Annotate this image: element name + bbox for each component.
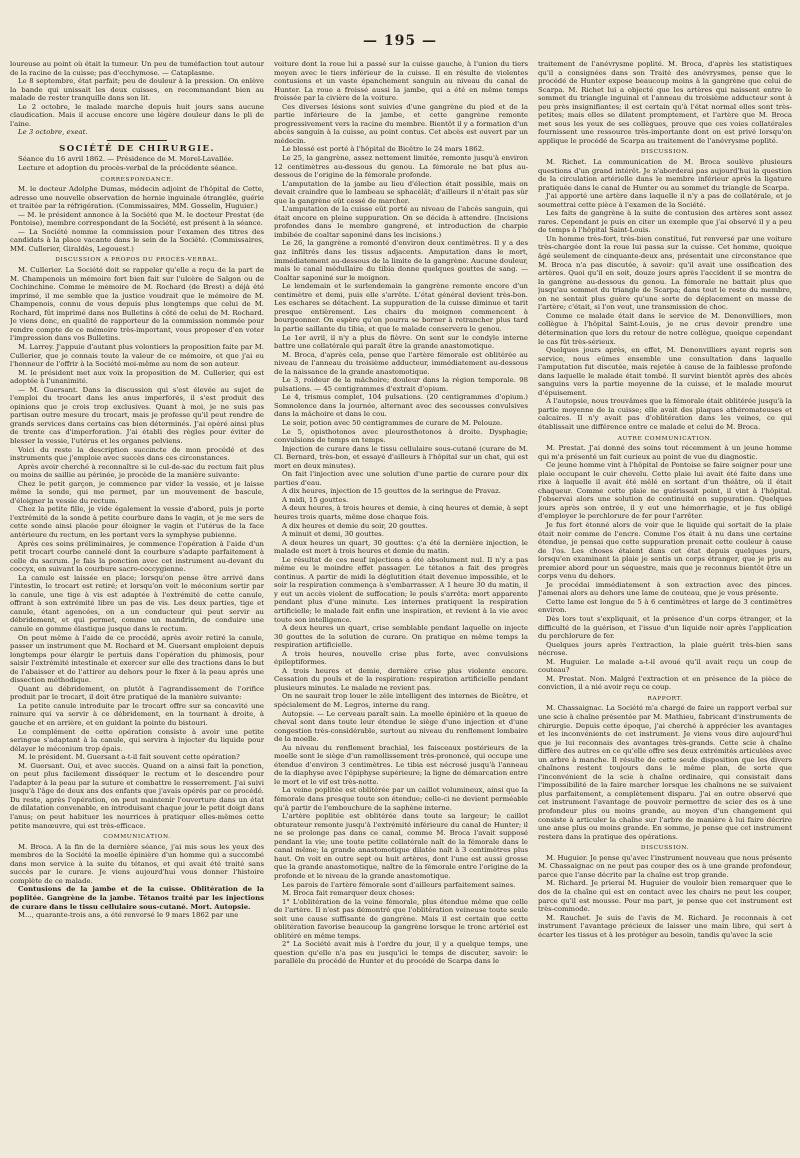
paragraph: Chez la petite fille, je vide également la vessie d'abord, puis je porte l'extrémité de la sonde à petite courbure dans le vagin, et je me sers de cette sonde ainsi placée pour éloigner le vagin et l'utérus de la face antérieure du rectum, en les portant vers la symphyse pubienne. xyxy=(10,505,264,539)
paragraph: La petite canule introduite par le trocart offre sur sa concavité une rainure qui va servir à ce débridement, en la tournant à droite, à gauche et en arrière, et en guidant la pointe du bistouri. xyxy=(10,701,264,728)
paragraph: M. Larrey. J'appuie d'autant plus volontiers la proposition faite par M. Cullerier, que je connais toute la valeur de ce mémoire, et que j'ai eu l'honneur de l'offrir à la Société moi-même au nom de son auteur. xyxy=(10,342,264,369)
paragraph: M. le président met aux voix la proposition de M. Cullerier, qui est adoptée à l'unanimité. xyxy=(10,368,264,386)
paragraph: A dix heures, injection de 15 gouttes de la seringue de Pravaz. xyxy=(282,487,501,496)
paragraph: Le résultat de ces neuf injections a été absolument nul. Il n'y a pas même eu le moindre effet passager. Le tétanos a fait des progrès continus. A partir de midi la déglutition était devenue impossible, et le soir la respiration commença à s'embarrasser. A 1 heure 30 du matin, il y eut un accès violent de suffocation; le pouls s'arrêta: mort apparente pendant plus d'une minute. Les internes pratiquent la respiration artificielle; le malade fait enfin une inspiration, et revient à la vie avec toute son intelligence. xyxy=(274,555,528,624)
paragraph: Comme ce malade était dans le service de M. Denonvilliers, mon collègue à l'hôpital Saint-Louis, je ne crus devoir prendre une détermination que lors du retour de notre collègue, quoique cependant le cas fût très-sérieux. xyxy=(538,311,792,346)
paragraph: L'artère poplitée est oblitérée dans toute sa largeur; le caillot obturateur remonte jusqu'à l'extrémité inférieure du canal de Hunter; il ne se prolonge pas dans ce canal, comme M. Broca l'avait supposé pendant la vie; une toute petite collatérale naît de la fémorale dans le canal même; la grande anastomotique dilatée naît à 3 centimètres plus haut. On voit en outre sept ou huit artères, dont l'une est aussi grosse que la grande anastomotique, naître de la fémorale entre l'origine de la profonde et le niveau de la grande anastomotique. xyxy=(274,812,528,880)
paragraph: Ces diverses lésions sont suivies d'une gangrène du pied et de la partie inférieure de la jambe, et cette gangrène remonte progressivement vers la racine du membre. Bientôt il y a formation d'un abcès sanguin à la cuisse, au point contus. Cet abcès est ouvert par un médecin. xyxy=(274,102,528,145)
paragraph: Quant au débridement, on plutôt à l'agrandissement de l'orifice produit par le trocart, il doit être pratiqué de la manière suivante: xyxy=(10,684,264,702)
paragraph: M. Richard. Je prierai M. Huguier de vouloir bien remarquer que le dos de la chaîne qui est en contact avec les chairs ne peut les couper, parce qu'il est mousse. Pour ma part, je pense que cet instrument est très-commode. xyxy=(538,879,792,914)
paragraph: — M. le président annonce à la Société que M. le docteur Prestat (de Pontoise), membre correspondant de la Société, est présent à la séance. xyxy=(10,210,264,228)
subsection-heading: AUTRE COMMUNICATION. xyxy=(617,435,713,442)
subsection-heading: DISCUSSION A PROPOS DU PROCÈS-VERBAL. xyxy=(55,257,219,264)
paragraph: 2° La Société avait mis à l'ordre du jour, il y a quelque temps, une question qu'elle n'a pas eu jusqu'ici le temps de discuter, savoir: le parallèle du procédé de Hunter et du procédé de Scarpa dans le xyxy=(274,940,528,966)
paragraph: Je procédai immédiatement à son extraction avec des pinces. J'amenai alors au dehors une lame de couteau, que je vous présente. xyxy=(538,580,792,598)
subsection-heading: CORRESPONDANCE. xyxy=(100,176,174,183)
paragraph: M. Rauchet. Je suis de l'avis de M. Richard. Je reconnais à cet instrument l'avantage précieux de laisser une main libre, qui sert à écarter les tissus et à les protéger au besoin, tandis qu'avec la scie xyxy=(538,913,792,939)
paragraph: — La Société nomme la commission pour l'examen des titres des candidats à la place vacante dans le sein de la Société. (Commissaires, MM. Cullerier, Giraldès, Legouest.) xyxy=(10,227,264,253)
paragraph: Quelques jours après, en effet, M. Denonvilliers ayant repris son service, nous eûmes ensemble une consultation dans laquelle l'amputation fut discutée, mais rejetée à cause de la faiblesse profonde dans laquelle le malade était tombé. Il survint bientôt après des abcès sanguins vers la partie moyenne de la cuisse, et le malade mourut d'épuisement. xyxy=(538,346,792,397)
paragraph: A deux heures, à trois heures et demie, à cinq heures et demie, à sept heures trois quarts, même dose chaque fois. xyxy=(274,504,528,521)
paragraph: Après avoir cherché à reconnaître si le cul-de-sac du rectum fait plus ou moins de saillie au périnée, je procède de la manière suivante: xyxy=(10,462,264,480)
paragraph: A trois heures, nouvelle crise plus forte, avec convulsions épileptiformes. xyxy=(274,649,528,667)
paragraph: loureuse au point où était la tumeur. Un peu de tuméfaction tout autour de la racine de la cuisse; pas d'ecchymose. — Cataplasme. xyxy=(10,60,264,77)
column-3 xyxy=(538,60,792,1150)
paragraph: Le 8 septembre, état parfait; peu de douleur à la pression. On enlève la bande qui unissait les deux cuisses, en recommandant bien au malade de rester tranquille dans son lit. xyxy=(10,77,264,103)
paragraph: M. Cullerier. La Société doit se rappeler qu'elle a reçu de la part de M. Champenois un mémoire fort bien fait sur l'ulcère de Saïgon ou de Cochinchine. Comme le mémoire de M. Rochard (de Brest) a déjà été imprimé, il me semble que la justice voudrait que le mémoire de M. Champenois, connu de vous depuis plus longtemps que celui de M. Rochard, fût imprimé dans nos Bulletins à côté de celui de M. Rochard. Je viens donc, en qualité de rapporteur de la commission nommée pour rendre compte de ce mémoire très-important, vous proposer d'en voter l'impression dans vos Bulletins. xyxy=(10,266,264,343)
paragraph: L'amputation de la cuisse eût porté au niveau de l'abcès sanguin, qui était encore en pleine suppuration. On se décida à attendre. (Incisions profondes dans le membre gangrené, et introduction de charpie imbibée de coaltar saponiné dans les incisions.) xyxy=(274,205,528,239)
paragraph: Le 26, la gangrène a remonté d'environ deux centimètres. Il y a des gaz infiltrés dans les tissus adjacents. Amputation dans le mort, immédiatement au-dessous de la limite de la gangrène. Aucune douleur, mais le canal médullaire du tibia donne quelques gouttes de sang. — Coaltar saponiné sur le moignon. xyxy=(274,239,528,282)
divider xyxy=(107,140,167,141)
paragraph: L'amputation de la jambe au lieu d'élection était possible, mais on devait craindre que le lambeau se sphacélât; d'ailleurs il n'était pas sûr que la gangrène eût cessé de marcher. xyxy=(274,179,528,205)
paragraph: La veine poplitée est oblitérée par un caillot volumineux, ainsi que la fémorale dans presque toute son étendue; celle-ci ne devient perméable qu'à partir de l'embouchure de la saphène interne. xyxy=(274,786,528,812)
session-line: Séance du 16 avril 1862. — Présidence de M. Morel-Lavallée. xyxy=(18,155,234,164)
paragraph: On ne saurait trop louer le zèle intelligent des internes de Bicêtre, et spécialement de M. Legros, interne du rang. xyxy=(274,692,528,710)
paragraph: M. Richet. La communication de M. Broca soulève plusieurs questions d'un grand intérêt. Je n'aborderai pas aujourd'hui la question de la circulation artérielle dans le membre inférieur après la ligature pratiquée dans le canal de Hunter ou au sommet du triangle de Scarpa. xyxy=(538,158,792,192)
subsection-heading: COMMUNICATION. xyxy=(103,834,171,841)
paragraph: M. le docteur Adolphe Dumas, médecin adjoint de l'hôpital de Cette, adresse une nouvelle observation de hernie inguinale étranglée, guérie et traitée par la réfrigération. (Commissaires, MM. Gosselin, Huguier.) xyxy=(10,185,264,211)
paragraph: Le 1er avril, il n'y a plus de fièvre. On sent sur le condyle interne battre une collatérale qui paraît être la grande anastomotique. xyxy=(274,333,528,351)
paragraph: Injection de curare dans le tissu cellulaire sous-cutané (curare de M. Cl. Bernard, très-bon, et essayé d'ailleurs à l'hôpital sur un chat, qui est mort en deux minutes). xyxy=(274,444,528,470)
paragraph: M. Chassaignac. La Société m'a chargé de faire un rapport verbal sur une scie à chaîne présentée par M. Mathieu, fabricant d'instruments de chirurgie. Depuis cette époque, j'ai cherché à apprécier les avantages et les inconvénients de cet instrument. Je viens vous dire aujourd'hui que je lui reconnais des avantages très-grands. Cette scie à chaîne diffère des autres en ce qu'elle offre ses deux extrémités articulées avec un arbre à manche. Il résulte de cette seule disposition que les divers chaînons restent toujours dans le même plan, de sorte que l'inconvénient de la scie à chaîne ordinaire, qui consistait dans l'impossibilité de la faire marcher lorsque les chaînons ne se suivaient plus parfaitement, a complètement disparu. J'ai en outre observé que cet instrument l'avantage de pouvoir permettre de scier des os à une profondeur plus ou moins grande, au moyen d'un changement qui consiste à articuler la chaîne sur l'arbre de manière à lui faire décrire une anse plus ou moins grande. En somme, je pense que cet instrument restera dans la pratique des opérations. xyxy=(538,704,792,841)
paragraph: Un homme très-fort, très-bien constitué, fut renversé par une voiture très-chargée dont la roue lui passa sur la cuisse. Cet homme, quoique âgé seulement de cinquante-deux ans, présentait une circonstance que M. Broca n'a pas discutée, à savoir: qu'il avait une ossification des artères. Quoi qu'il en soit, douze jours après l'accident il se montra de la gangrène au-dessous du genou. La fémorale ne battait plus que jusqu'au sommet du triangle de Scarpa; dans tout le reste du membre, on ne sentait plus guère qu'une sorte de déplacement en masse de l'artère; c'était, si l'on veut, une transmission de choc. xyxy=(538,234,792,312)
paragraph: M. Broca, d'après cela, pense que l'artère fémorale est oblitérée au niveau de l'anneau du troisième adducteur, immédiatement au-dessous de la naissance de la grande anastomotique. xyxy=(274,350,528,376)
paragraph: M. le président. M. Guersant a-t-il fait souvent cette opération? xyxy=(18,753,240,762)
paragraph: Cette lame est longue de 5 à 6 centimètres et large de 3 centimètres environ. xyxy=(538,597,792,615)
paragraph: traitement de l'anévrysme poplité. M. Broca, d'après les statistiques qu'il a consignées dans son Traité des anévrysmes, pense que le procédé de Hunter expose beaucoup moins à la gangrène que celui de Scarpa. M. Richet lui a objecté que les artères qui naissent entre le sommet du triangle inguinal et l'anneau du troisième adducteur sont à peu près insignifiantes; il est certain qu'à l'état normal elles sont très-petites; mais elles se dilatent promptement, et l'artère que M. Broca met sous les yeux de ses collègues, prouve que ces voies collatérales fournissent une ressource très-importante dont on est privé lorsqu'on applique le procédé de Scarpa au traitement de l'anévrysme poplité. xyxy=(538,60,792,145)
paragraph: M..., quarante-trois ans, a été renversé le 9 mars 1862 par une xyxy=(18,911,239,920)
paragraph: Ce jeune homme vint à l'hôpital de Pontoise se faire soigner pour une plaie occupant le cuir chevelu. Cette plaie lui avait été faite dans une rixe à laquelle il avait été mêlé en sortant d'un théâtre, où il était chaqueur. Comme cette plaie ne guérissait point, il vint à l'hôpital. J'observai alors une solution de continuité en suppuration. Quelques jours après son entrée, il y eut une hémorrhagie, et je fus obligé d'employer le perchlorure de fer pour l'arrêter. xyxy=(538,461,792,521)
paragraph: Dès lors tout s'expliquait, et la présence d'un corps étranger, et la difficulté de la guérison, et l'issue d'un liquide noir après l'application du perchlorure de fer. xyxy=(538,615,792,641)
paragraph: voiture dont la roue lui a passé sur la cuisse gauche, à l'union du tiers moyen avec le tiers inférieur de la cuisse. Il en résulte de violentes contusions et un vaste épanchement sanguin au niveau du canal de Hunter. La roue a froissé aussi la jambe, qui a été en même temps froissée par la civière de la voiture. xyxy=(274,60,528,103)
paragraph: La canule est laissée en place; lorsqu'on pense être arrivé dans l'intestin, le trocart est retiré; et lorsqu'on voit le méconium sortir par la canule, une tige à vis est adaptée à l'extrémité de cette canule, offrant à son extrémité libre un pas de vis. Les deux parties, tige et canule, étant agencées, on a un conducteur qui peut servir au débridement, et qui permet, comme un mandrin, de conduire une canule en gomme élastique jusque dans le rectum. xyxy=(10,573,264,633)
paragraph: M. Huguier. Le malade a-t-il avoué qu'il avait reçu un coup de couteau? xyxy=(538,657,792,675)
paragraph: Chez le petit garçon, je commence par vider la vessie, et je laisse même la sonde, qui me permet, par un mouvement de bascule, d'éloigner la vessie du rectum. xyxy=(10,479,264,505)
paragraph: Le 3, roideur de la mâchoire; douleur dans la région temporale. 98 pulsations. — 45 centigrammes d'extrait d'opium. xyxy=(274,376,528,393)
paragraph: Au niveau du renflement brachial, les faisceaux postérieurs de la moelle sont le siège d'un ramollissement très-prononcé, qui occupe une étendue d'environ 3 centimètres. Le tibia est nécrosé jusqu'à l'anneau de la diaphyse avec l'épiphyse supérieure; la ligne de démarcation entre le mort et le vif est très-nette. xyxy=(274,743,528,786)
paragraph: M. Huguier. Je pense qu'avec l'instrument nouveau que nous présente M. Chassaignac on ne peut pas couper des os à une grande profondeur, parce que l'anse décrite par la chaîne est trop grande. xyxy=(538,853,792,879)
paragraph: A trois heures et demie, dernière crise plus violente encore. Cessation du pouls et de la respiration: respiration artificielle pendant plusieurs minutes. Le malade ne revient pas. xyxy=(274,666,528,692)
paragraph: — M. Guersant. Dans la discussion qui s'est élevée au sujet de l'emploi du trocart dans les anus imperforés, il s'est produit des opinions que je crois trop exclusives. Quant à moi, je ne suis pas partisan outre mesure du trocart, mais je professe qu'il peut rendre de grands services dans certains cas bien déterminés. J'ai opéré ainsi plus de trente cas d'imperforation. J'ai établi des règles pour éviter de blesser la vessie, l'utérus et les organes pelviens. xyxy=(10,385,264,445)
paragraph: A midi, 15 gouttes. xyxy=(282,495,349,504)
paragraph: Le 25, la gangrène, assez nettement limitée, remonte jusqu'à environ 12 centimètres au-dessous du genou. La fémorale ne bat plus au-dessous de l'origine de la fémorale profonde. xyxy=(274,154,528,180)
paragraph: Les parois de l'artère fémorale sont d'ailleurs parfaitement saines. xyxy=(282,880,516,889)
paragraph: Je fus fort étonné alors de voir que le liquide qui sortait de la plaie était noir comme de l'encre. Comme l'os était à nu dans une certaine étendue, je pensai que cette suppuration prenait cette couleur à cause de l'os. Les choses étaient dans cet état depuis quelques jours, lorsqu'en examinant la plaie je sentis un corps étranger, que je pris au premier abord pour un séquestre, mais que je reconnus bientôt être un corps venu du dehors. xyxy=(538,520,792,581)
section-title: SOCIÉTÉ DE CHIRURGIE. xyxy=(59,143,215,154)
paragraph: M. Prestat. Non. Malgré l'extraction et en présence de la pièce de conviction, il a nié avoir reçu ce coup. xyxy=(538,674,792,692)
paragraph: Les faits de gangrène à la suite de contusion des artères sont assez rares. Cependant je puis en citer un exemple que j'ai observé il y a peu de temps à l'hôpital Saint-Louis. xyxy=(538,209,792,235)
paragraph: A deux heures un quart, crise semblable pendant laquelle on injecte 30 gouttes de la solution de curare. On pratique en même temps la respiration artificielle. xyxy=(274,624,528,650)
paragraph: Le 4, trismus complet, 104 pulsations. (20 centigrammes d'opium.) Somnolence dans la journée, alternant avec des secousses convulsives dans la mâchoire et dans le cou. xyxy=(274,393,528,419)
paragraph: J'ai apporté une artère dans laquelle il n'y a pas de collatérale, et je soumettrai cette pièce à l'examen de la Société. xyxy=(538,192,792,209)
paragraph: Le blessé est porté à l'hôpital de Bicêtre le 24 mars 1862. xyxy=(282,145,485,154)
column-1 xyxy=(10,60,264,1150)
subsection-heading: DISCUSSION. xyxy=(640,845,690,852)
paragraph: M. Broca fait remarquer deux choses: xyxy=(282,889,415,898)
subsection-heading: DISCUSSION. xyxy=(640,149,690,156)
paragraph: On peut même à l'aide de ce procédé, après avoir retiré la canule, passer un instrument que M. Rochard et M. Guersant emploient depuis longtemps pour élargir le pertuis dans l'opération du phimosis, pour saisir l'extrémité intestinale et exercer sur elle des tractions dans le but de l'abaisser et de l'attirer au dehors pour le fixer à la peau après une dissection méthodique. xyxy=(10,633,264,685)
paragraph: Après ces soins préliminaires, je commence l'opération à l'aide d'un petit trocart courbe cannelé dont la courbure s'adapte parfaitement à celle du sacrum. Je fais la ponction avec cet instrument au-devant du coccyx, en suivant la courbure sacro-coccygienne. xyxy=(10,539,264,574)
case-title: Contusions de la jambe et de la cuisse. Oblitération de la poplitée. Gangrène de la jambe. Tétanos traité par les injections de curare dans le tissu cellulaire sous-cutané. Mort. Autopsie. xyxy=(10,885,264,911)
paragraph: A deux heures un quart, 30 gouttes: ç'a été la dernière injection, le malade est mort à trois heures et demie du matin. xyxy=(274,538,528,556)
paragraph: A dix heures et demie du soir, 20 gouttes. xyxy=(282,521,428,530)
paragraph: A l'autopsie, nous trouvâmes que la fémorale était oblitérée jusqu'à la partie moyenne de la cuisse; elle avait des plaques athéromateuses et calcaires. Il n'y avait pas d'oblitération dans les veines, ce qui établissait une différence entre ce malade et celui de M. Broca. xyxy=(538,397,792,431)
paragraph: On fait l'injection avec une solution d'une partie de curare pour dix parties d'eau. xyxy=(274,470,528,487)
paragraph: Le 5, opisthotonos avec pleurosthotonos à droite. Dysphagie; convulsions de temps en temps. xyxy=(274,427,528,445)
paragraph: Le soir, potion avec 50 centigrammes de curare de M. Pelouze. xyxy=(282,418,503,427)
paragraph: Le 2 octobre, le malade marche depuis huit jours sans aucune claudication. Mais il accuse encore une légère douleur dans le pli de l'aine. xyxy=(10,102,264,128)
paragraph: Lecture et adoption du procès-verbal de la précédente séance. xyxy=(18,164,238,173)
paragraph: Le 3 octobre, exeat. xyxy=(18,128,88,137)
page-number: — 195 — xyxy=(363,33,437,49)
paragraph: A minuit et demi, 30 gouttes. xyxy=(282,530,384,539)
column-2 xyxy=(274,60,528,1150)
paragraph: M. Broca. A la fin de la dernière séance, j'ai mis sous les yeux des membres de la Société la moelle épinière d'un homme qui a succombé dans mon service à la suite du tétanos, et qui avait été traité sans succès par le curare. Je viens aujourd'hui vous donner l'histoire complète de ce malade. xyxy=(10,842,264,885)
paragraph: Autopsie. — Le cerveau paraît sain. La moelle épinière et la queue de cheval sont dans toute leur étendue le siège d'une injection et d'une congestion très-considérable, surtout au niveau du renflement lombaire de la moelle. xyxy=(274,709,528,744)
paragraph: 1° L'oblitération de la veine fémorale, plus étendue même que celle de l'artère. Il n'est pas démontré que l'oblitération veineuse toute seule soit une cause suffisante de gangrène. Mais il est certain que cette oblitération favorise beaucoup la gangrène lorsque le tronc artériel est oblitéré en même temps. xyxy=(274,897,528,940)
paragraph: Le lendemain et le surlendemain la gangrène remonte encore d'un centimètre et demi, puis elle s'arrête. L'état général devient très-bon. Les eschares se détachent. La suppuration de la cuisse diminue et tarit presque entièrement. Les chairs du moignon commencent à bourgeonner. On espère qu'on pourra se borner à retrancher plus tard la partie saillante du tibia, et que le malade conservera le genou. xyxy=(274,282,528,333)
text-columns xyxy=(10,60,792,1150)
paragraph: M. Guersant. Oui, et avec succès. Quand on a ainsi fait la ponction, on peut plus facilement disséquer le rectum et le descendre pour l'adapter à la peau par la suture et combattre le resserrement. J'ai suivi jusqu'à l'âge de deux ans des enfants que j'avais opérés par ce procédé. Du reste, après l'opération, on peut maintenir l'ouverture dans un état de dilatation convenable, en introduisant chaque jour le petit doigt dans l'anus; on peut habituer les nourrices à pratiquer elles-mêmes cette petite manœuvre, qui est très-efficace. xyxy=(10,761,264,830)
subsection-heading: RAPPORT. xyxy=(647,695,683,702)
paragraph: Le complément de cette opération consiste à avoir une petite seringue s'adaptant à la canule, qui servira à injecter du liquide pour délayer le méconium trop épais. xyxy=(10,727,264,753)
paragraph: Quelques jours après l'extraction, la plaie guérit très-bien sans nécrose. xyxy=(538,640,792,658)
paragraph: Voici du reste la description succincte de mon procédé et des instruments que j'emploie avec succès dans ces circonstances. xyxy=(10,445,264,463)
paragraph: M. Prestat. J'ai donné des soins tout récemment à un jeune homme qui m'a présenté un fait curieux au point de vue du diagnostic. xyxy=(538,444,792,461)
